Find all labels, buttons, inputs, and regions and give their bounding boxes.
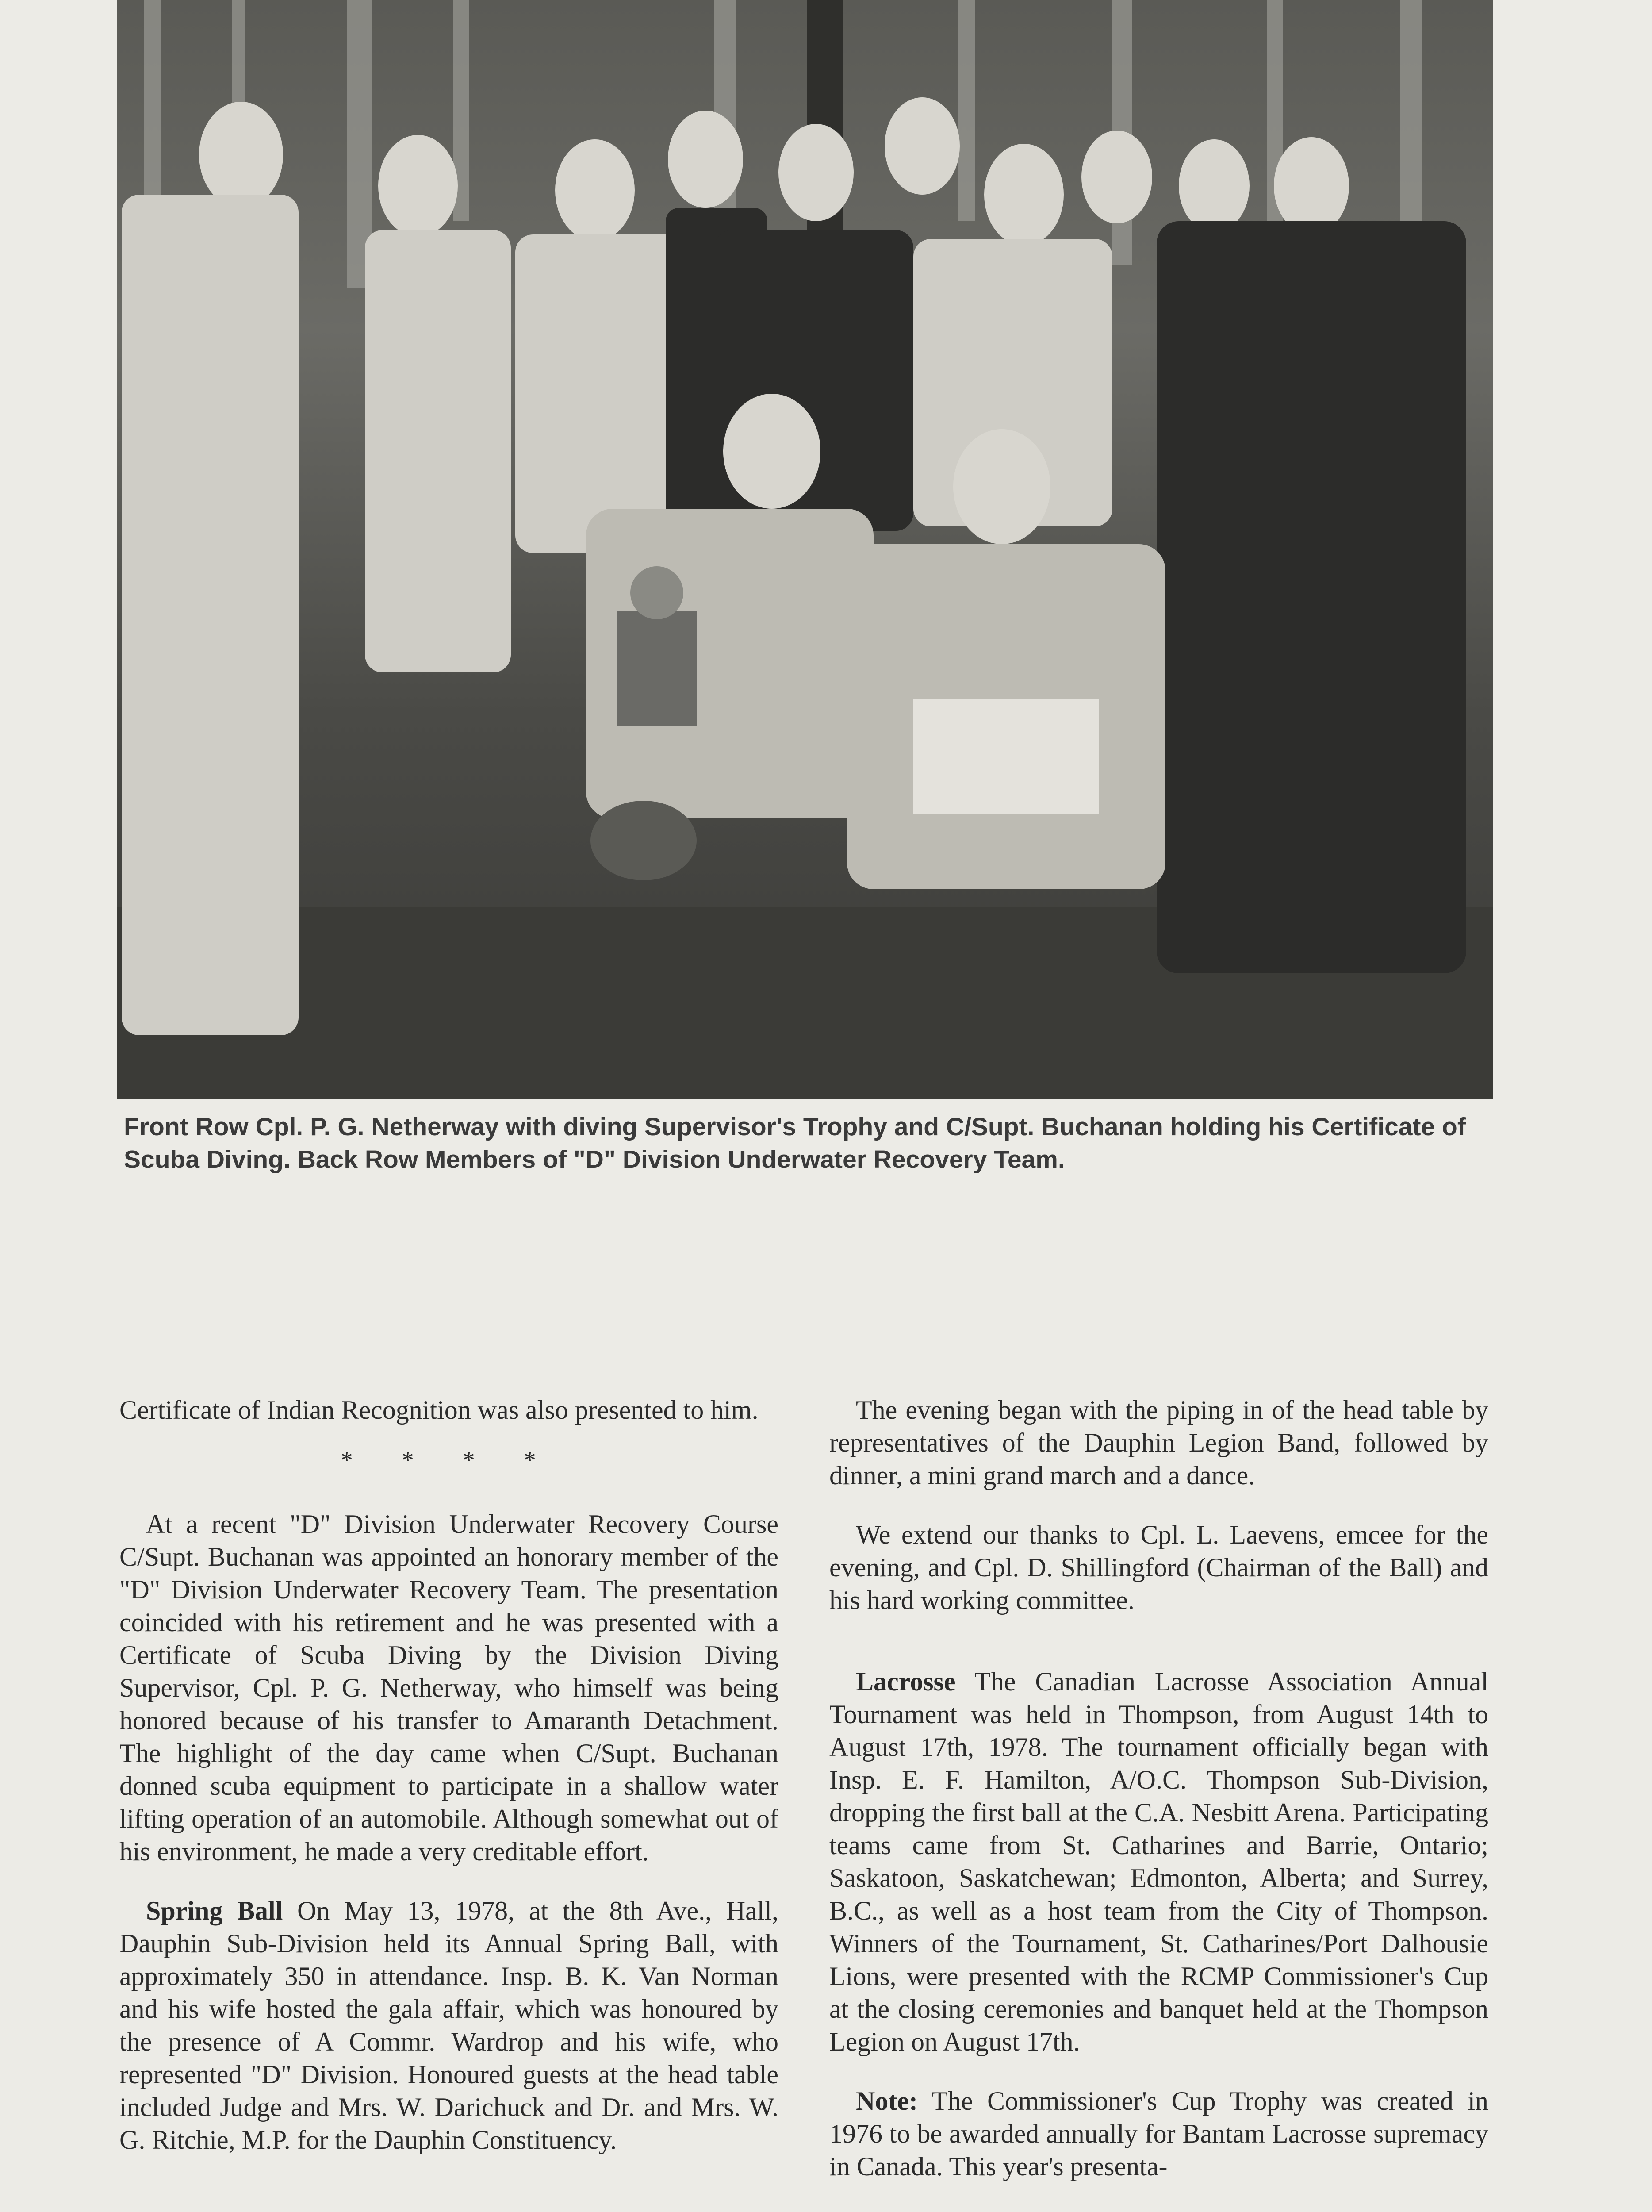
paragraph-text: On May 13, 1978, at the 8th Ave., Hall, Dauphin Sub-Division held its Annual Spring Ball, with approximately 350 in attendance. Insp. B. K. Van Norman and his wife hosted the gala affair, which was honoured by the presence of A Commr. Wardrop and his wife, who represented "D" Division. Honoured guests at the head table included Judge and Mrs. W. Darichuck and Dr. and Mrs. W. G. Ritchie, M.P. for the Dauphin Constituency. [119, 1896, 778, 2154]
paragraph: Certificate of Indian Recognition was also presented to him. [119, 1395, 759, 1425]
group-photo-illustration [117, 0, 1493, 1099]
left-column [119, 1394, 778, 2156]
photo-caption: Front Row Cpl. P. G. Netherway with diving Supervisor's Trophy and C/Supt. Buchanan holding his Certificate of Scuba Diving. Back Row Members of "D" Division Underwater Recovery Team. [124, 1113, 1466, 1174]
run-in-heading: Lacrosse [856, 1667, 956, 1696]
right-column [829, 1394, 1488, 2183]
paragraph-text: The Canadian Lacrosse Association Annual Tournament was held in Thompson, from August 14th to August 17th, 1978. The tournament officially began with Insp. E. F. Hamilton, A/O.C. Thompson Sub-Division, dropping the first ball at the C.A. Nesbitt Arena. Participating teams came from St. Catharines and Barrie, Ontario; Saskatoon, Saskatchewan; Edmonton, Alberta; and Surrey, B.C., as well as a host team from the City of Thompson. Winners of the Tournament, St. Catharines/Port Dalhousie Lions, were presented with the RCMP Commissioner's Cup at the closing ceremonies and banquet held at the Thompson Legion on August 17th. [829, 1667, 1488, 2056]
paragraph-note [829, 2085, 1488, 2183]
paragraph: The evening began with the piping in of the head table by representatives of the Dauphin Legion Band, followed by dinner, a mini grand march and a dance. [829, 1395, 1488, 1490]
paragraph-spring-ball [119, 1894, 778, 2156]
run-in-heading: Spring Ball [146, 1896, 283, 1925]
paragraph: At a recent "D" Division Underwater Recovery Course C/Supt. Buchanan was appointed an honorary member of the "D" Division Underwater Recovery Team. The presentation coincided with his retirement and he was presented with a Certificate of Scuba Diving by the Division Diving Supervisor, Cpl. P. G. Netherway, who himself was being honored because of his transfer to Amaranth Detachment. The highlight of the day came when C/Supt. Buchanan donned scuba equipment to participate in a shallow water lifting operation of an automobile. Although somewhat out of his environment, he made a very creditable effort. [119, 1509, 778, 1866]
section-separator: * * * * [341, 1447, 557, 1474]
paragraph: We extend our thanks to Cpl. L. Laevens, emcee for the evening, and Cpl. D. Shillingford (Chairman of the Ball) and his hard working committee. [829, 1520, 1488, 1615]
run-in-heading: Note: [856, 2086, 918, 2116]
paragraph-text: The Commissioner's Cup Trophy was created in 1976 to be awarded annually for Bantam Lacrosse supremacy in Canada. This year's presenta- [829, 2086, 1488, 2181]
group-photo [117, 0, 1493, 1099]
paragraph-lacrosse [829, 1665, 1488, 2058]
